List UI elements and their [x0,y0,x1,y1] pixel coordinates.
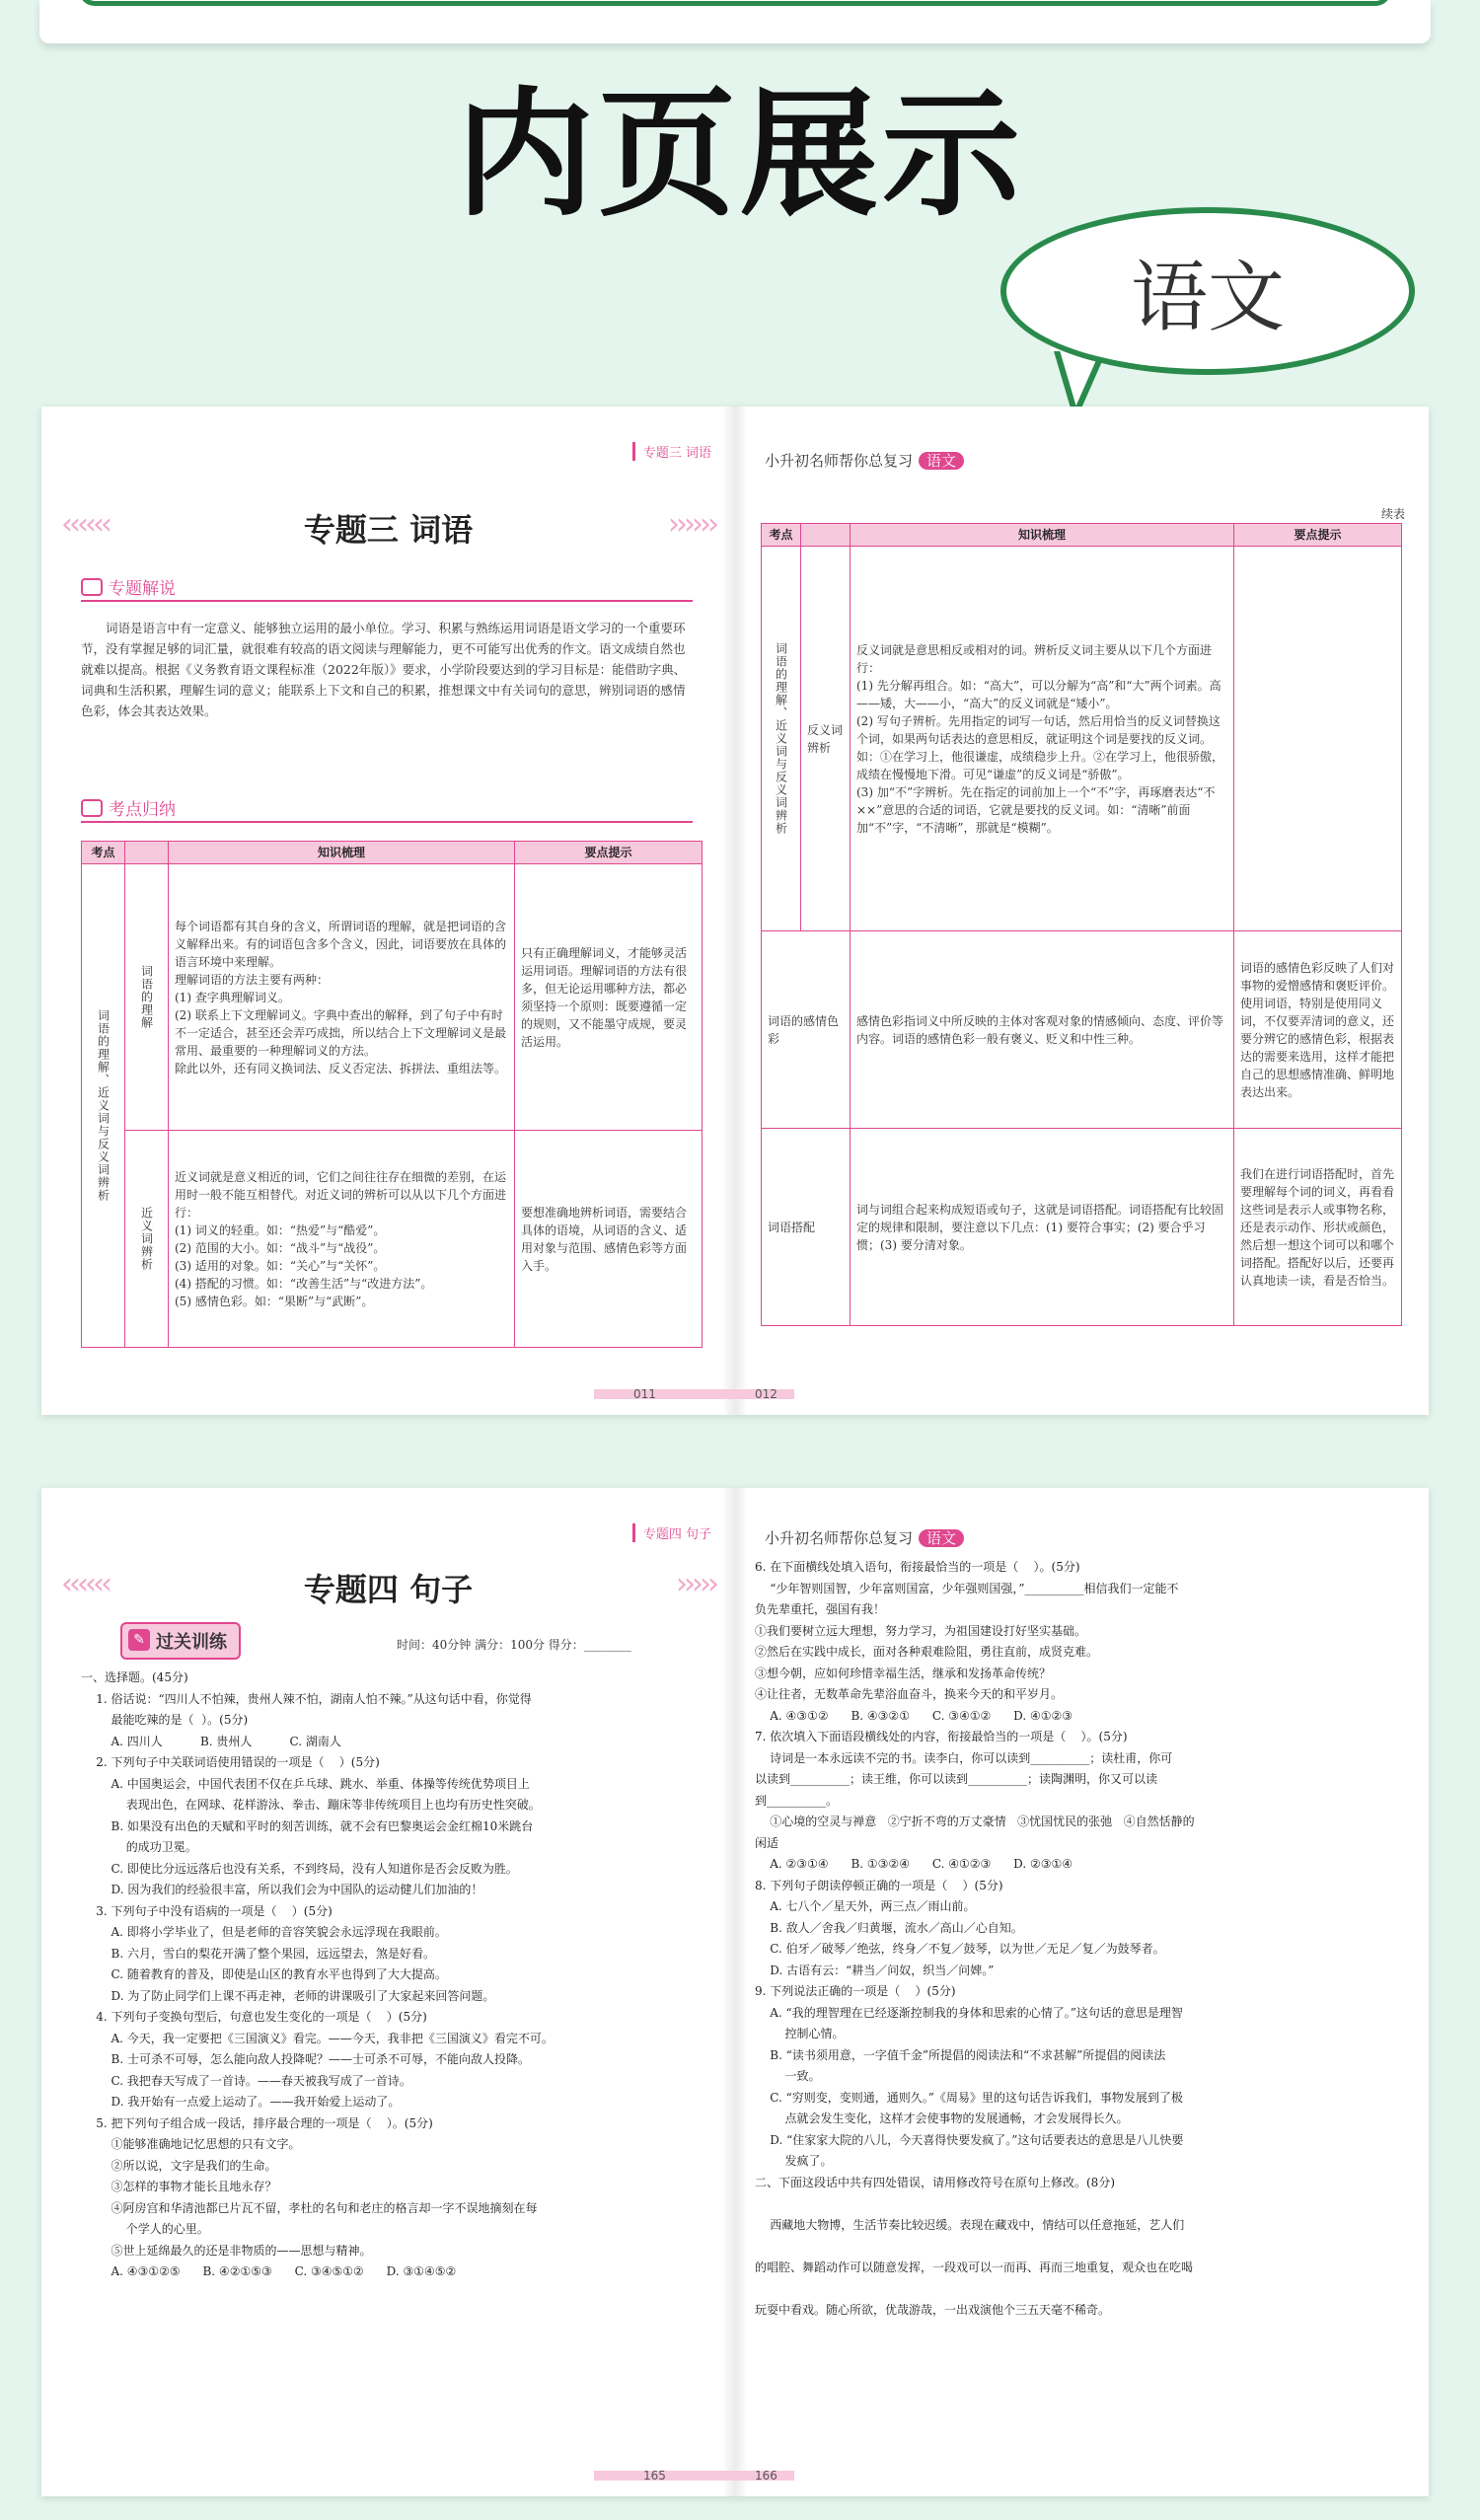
pen-icon: ✎ [128,1629,150,1651]
col-header: 考点 [762,524,801,547]
row-label: 词语的理解 [125,864,169,1131]
section-summary [81,795,176,820]
right-page [735,407,1429,1415]
subject-bubble [1000,207,1415,375]
exam-meta: 时间：40分钟 满分：100分 得分：________ [397,1638,631,1652]
page-heading: 内页展示 [455,75,1024,236]
right-page [735,1488,1429,2496]
chapter-title: 专题四 句子 [303,1571,474,1608]
row-label: 词语的感情色彩 [762,931,851,1129]
table-row [82,1131,703,1348]
section-icon [81,799,103,817]
row-tip: 只有正确理解词义，才能够灵活运用词语。理解词语的方法有很多，但无论运用哪种方法，都必须坚持一个原则：既要遵循一定的规则，又不能墨守成规，要灵活运用。 [515,864,703,1131]
page-bar [594,1389,735,1399]
col-header: 要点提示 [1234,524,1402,547]
page-number-left: 165 [643,2469,666,2483]
chevron-left-icon: ‹‹‹‹‹‹ [61,1567,109,1601]
row-body: 反义词就是意思相反或相对的词。辨析反义词主要从以下几个方面进行： (1) 先分解再组合。如：“高大”，可以分解为“高”和“大”两个词素。高——矮，大——小，“高大”的反义词就是“矮小”。 (2) 写句子辨析。先用指定的词写一句话，然后用恰当的反义词替换这个词，如果两句话表达的意思相反，就证明这个词是要找的反义词。如：①在学习上，他很谦虚，成绩稳步上升。②在学习上，他很骄傲，成绩在慢慢地下滑。可见“谦虚”的反义词是“骄傲”。 (3) 加“不”字辨析。先在指定的词前加上一个“不”字，再琢磨表达“不××”意思的合适的词语，它就是要找的反义词。如：“清晰”前面加“不”字，“不清晰”，那就是“模糊”。 [851,547,1234,931]
group-label: 词语的理解、近义词与反义词辨析 [82,864,125,1348]
table-row [762,931,1402,1129]
section-icon [81,578,103,596]
book-series: 小升初名师帮你总复习 [765,1529,914,1547]
table-row [762,547,1402,931]
row-tip [1234,547,1402,931]
row-tip: 要想准确地辨析词语，需要结合具体的语境，从词语的含义、适用对象与范围、感情色彩等方面入手。 [515,1131,703,1348]
chevron-left-icon: ‹‹‹‹‹‹ [61,507,109,542]
left-running-header: 专题四 句子 [632,1523,711,1542]
badge-label: 过关训练 [156,1632,227,1653]
row-label: 词语搭配 [762,1129,851,1326]
row-body: 近义词就是意义相近的词，它们之间往往存在细微的差别，在运用时一般不能互相替代。对近义词的辨析可以从以下几个方面进行： (1) 词义的轻重。如：“热爱”与“酷爱”。 (2) 范围的大小。如：“战斗”与“战役”。 (3) 适用的对象。如：“关心”与“关怀”。 (4) 搭配的习惯。如：“改善生活”与“改进方法”。 (5) 感情色彩。如：“果断”与“武断”。 [169,1131,515,1348]
row-label: 近义词辨析 [125,1131,169,1348]
knowledge-table-left [81,841,703,1348]
group-label: 词语的理解、近义词与反义词辨析 [762,547,801,931]
left-page [41,1488,735,2496]
question-list-left: 一、选择题。(45分) 1. 俗话说：“四川人不怕辣，贵州人辣不怕，湖南人怕不辣。”从这句话中看，你觉得 最能吃辣的是（ ）。(5分) A. 四川人 B. 贵州人 C. 湖南人 2. 下列句子中关联词语使用错误的一项是（ ）(5分) A. 中国奥运会，中国代表团不仅在乒乓球、跳水、举重、体操等传统优势项目上 表现出色，在网球、花样游泳、拳击、蹦床等非传统项目上也均有历史性突破。 B. 如果没有出色的天赋和平时的刻苦训练，就不会有巴黎奥运会金红棉10米跳台 的成功卫冕。 C. 即使比分远远落后也没有关系，不到终局，没有人知道你是否会反败为胜。 D. 因为我们的经验很丰富，所以我们会为中国队的运动健儿们加油的！ 3. 下列句子中没有语病的一项是（ ）(5分) A. 即将小学毕业了，但是老师的音容笑貌会永远浮现在我眼前。 B. 六月，雪白的梨花开满了整个果园，远远望去，煞是好看。 C. 随着教育的普及，即使是山区的教育水平也得到了大大提高。 D. 为了防止同学们上课不再走神，老师的讲课吸引了大家起来回答问题。 4. 下列句子变换句型后，句意也发生变化的一项是（ ）(5分) A. 今天，我一定要把《三国演义》看完。——今天，我非把《三国演义》看完不可。 B. 士可杀不可辱，怎么能向敌人投降呢？——士可杀不可辱，不能向敌人投降。 C. 我把春天写成了一首诗。——春天被我写成了一首诗。 D. 我开始有一点爱上运动了。——我开始爱上运动了。 5. 把下列句子组合成一段话，排序最合理的一项是（ ）。(5分) ①能够准确地记忆思想的只有文字。 ②所以说，文字是我们的生命。 ③怎样的事物才能长且地永存？ ④阿房宫和华清池都已片瓦不留，孝杜的名句和老庄的格言却一字不误地摘刻在每 个学人的心里。 ⑤世上延绵最久的还是非物质的——思想与精神。 A. ④③①②⑤ B. ④②①⑤③ C. ③④⑤①② D. ③①④⑤② [81,1670,554,2278]
subject-badge: 语文 [919,1529,964,1547]
col-header: 要点提示 [515,842,703,864]
col-header: 知识梳理 [169,842,515,864]
practice-badge [120,1622,241,1660]
section-title: 专题解说 [109,579,176,599]
continued-label: 续表 [1380,507,1405,521]
knowledge-table-right [761,523,1402,1326]
chevron-right-icon: ››››› [676,1567,715,1601]
question-list-right: 6. 在下面横线处填入语句，衔接最恰当的一项是（ ）。(5分) “少年智则国智，少年富则国富，少年强则国强，”__________相信我们一定能不 负先辈重托，强国有我！ ①我们要树立远大理想，努力学习，为祖国建设打好坚实基础。 ②然后在实践中成长，面对各种艰难险阻，勇往直前，成贤克难。 ③想今朝，应如何珍惜幸福生活，继承和发扬革命传统？ ④让往者，无数革命先辈浴血奋斗，换来今天的和平岁月。 A. ④③①② B. ④③②① C. ③④①② D. ④①②③ 7. 依次填入下面语段横线处的内容，衔接最恰当的一项是（ ）。(5分) 诗词是一本永远读不完的书。读李白，你可以读到__________；读杜甫，你可 以读到__________；读王维，你可以读到__________；读陶渊明，你又可以读 到__________。 ①心境的空灵与禅意 ②宁折不弯的万丈豪情 ③忧国忧民的张弛 ④自然恬静的 闲适 A. ②③①④ B. ①③②④ C. ④①②③ D. ②③①④ 8. 下列句子朗读停顿正确的一项是（ ）(5分) A. 七八个／星天外，两三点／雨山前。 B. 敌人／舍我／归黄堰，流水／高山／心自知。 C. 伯牙／破琴／绝弦，终身／不复／鼓琴，以为世／无足／复／为鼓琴者。 D. 古语有云：“耕当／问奴，织当／问婢。” 9. 下列说法正确的一项是（ ）(5分) A. “我的理智理在已经逐渐控制我的身体和思索的心情了。”这句话的意思是理智 控制心情。 B. “读书须用意，一字值千金”所提倡的阅读法和“不求甚解”所提倡的阅读法 一致。 C. “穷则变，变则通，通则久。”《周易》里的这句话告诉我们，事物发展到了极 点就会发生变化，这样才会使事物的发展通畅，才会发展得长久。 D. “住家家大院的八儿，今天喜得快要发疯了。”这句话要表达的意思是八儿快要 发疯了。 二、下面这段话中共有四处错误，请用修改符号在原句上修改。(8分) 西藏地大物博，生活节奏比较迟缓。表现在藏戏中，情结可以任意拖延，艺人们 的唱腔、舞蹈动作可以随意发挥，一段戏可以一而再、再而三地重复，观众也在吃喝 玩耍中看戏。随心所欲，优哉游哉，一出戏演他个三五天毫不稀奇。 [755,1560,1195,2317]
row-body: 每个词语都有其自身的含义，所谓词语的理解，就是把词语的含义解释出来。有的词语包含多个含义，因此，词语要放在具体的语言环境中来理解。 理解词语的方法主要有两种： (1) 查字典理解词义。 (2) 联系上下文理解词义。字典中查出的解释，到了句子中有时不一定适合，甚至还会弄巧成拙，所以结合上下文理解词义是最常用、最重要的一种理解词义的方法。 除此以外，还有同义换词法、反义否定法、拆拼法、重组法等。 [169,864,515,1131]
left-running-header: 专题三 词语 [632,442,711,461]
book-series: 小升初名师帮你总复习 [765,452,914,470]
row-body: 感情色彩指词义中所反映的主体对客观对象的情感倾向、态度、评价等内容。词语的感情色彩一般有褒义、贬义和中性三种。 [851,931,1234,1129]
table-row [82,864,703,1131]
chevron-right-icon: ›››››› [668,507,715,542]
page-number-right: 012 [755,1387,777,1401]
chapter-title: 专题三 词语 [303,511,474,549]
right-running-header [765,1527,964,1548]
table-row [762,1129,1402,1326]
book-spread-sentences [41,1488,1429,2496]
intro-paragraph: 词语是语言中有一定意义、能够独立运用的最小单位。学习、积累与熟练运用词语是语文学习的一个重要环节，没有掌握足够的词汇量，就很难有较高的语文阅读与理解能力，更不可能写出优秀的作文。语文成绩自然也就难以提高。根据《义务教育语文课程标准（2022年版）》要求，小学阶段要达到的学习目标是：能借助字典、词典和生活积累，理解生词的意义；能联系上下文和自己的积累，推想课文中有关词句的意思，辨别词语的感情色彩，体会其表达效果。 [81,621,687,718]
top-card-edge [39,0,1431,43]
subject-badge: 语文 [919,452,964,470]
col-header: 考点 [82,842,125,864]
top-card-border [79,0,1391,6]
page-number-left: 011 [633,1387,656,1401]
page-number-right: 166 [755,2469,777,2483]
book-spread-vocabulary [41,407,1429,1415]
subject-label: 语文 [1130,254,1285,342]
section-explain [81,574,176,599]
row-label: 反义词辨析 [801,547,851,931]
row-tip: 我们在进行词语搭配时，首先要理解每个词的词义，再看看这些词是表示人或事物名称，还是表示动作、形状或颜色，然后想一想这个词可以和哪个词搭配。搭配好以后，还要再认真地读一读，看是否恰当。 [1234,1129,1402,1326]
row-tip: 词语的感情色彩反映了人们对事物的爱憎感情和褒贬评价。使用词语，特别是使用同义词，不仅要弄清词的意义，还要分辨它的感情色彩，根据表达的需要来选用，这样才能把自己的思想感情准确、鲜明地表达出来。 [1234,931,1402,1129]
right-running-header [765,450,964,471]
row-body: 词与词组合起来构成短语或句子，这就是词语搭配。词语搭配有比较固定的规律和限制，要注意以下几点：(1) 要符合事实；(2) 要合乎习惯；(3) 要分清对象。 [851,1129,1234,1326]
col-header: 知识梳理 [851,524,1234,547]
left-page [41,407,735,1415]
section-title: 考点归纳 [109,800,176,820]
